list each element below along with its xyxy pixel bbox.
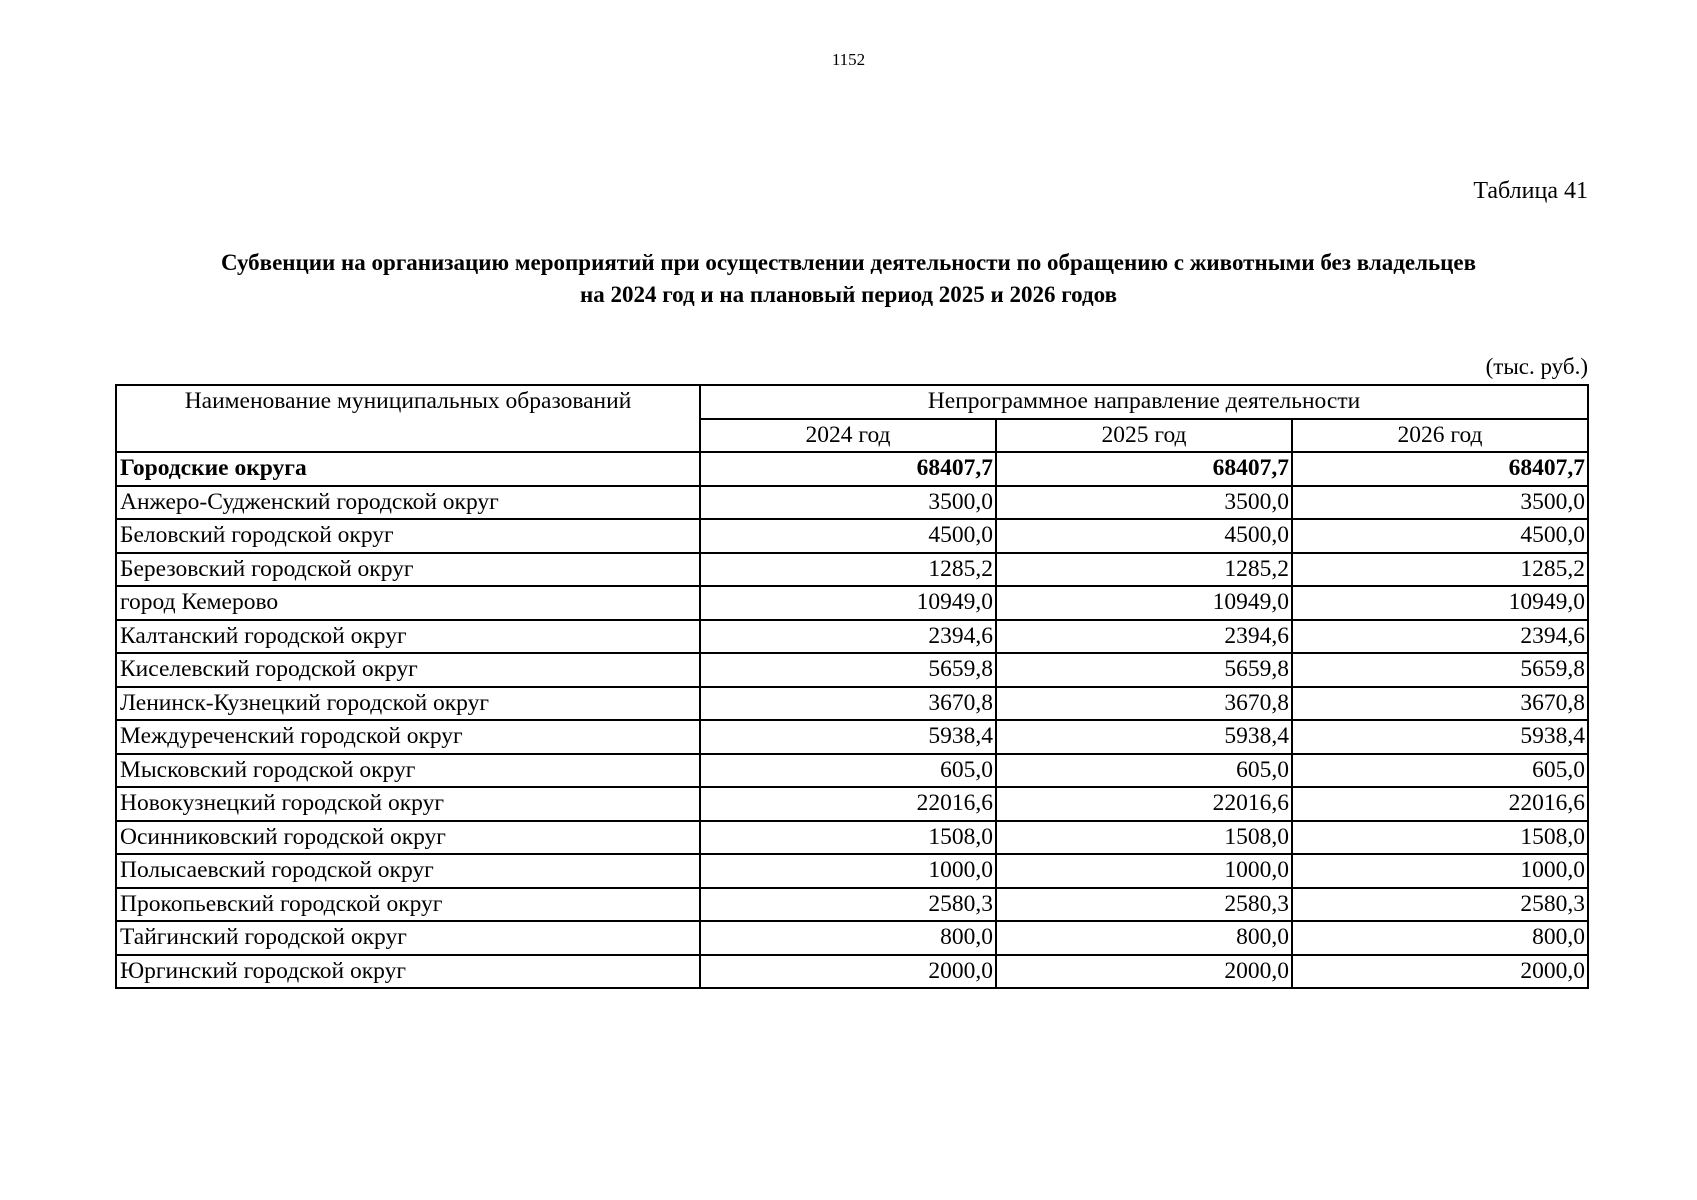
subventions-table (115, 384, 1589, 989)
municipality-name-cell: Юргинский городской округ (116, 955, 700, 989)
table-row (116, 620, 1588, 654)
value-2024-cell: 2000,0 (700, 955, 996, 989)
table-label: Таблица 41 (1473, 178, 1588, 204)
municipality-name-cell: Тайгинский городской округ (116, 921, 700, 955)
value-2024-cell: 2580,3 (700, 888, 996, 922)
value-2025-cell: 3500,0 (996, 486, 1292, 520)
table-row (116, 921, 1588, 955)
value-2024-cell: 1508,0 (700, 821, 996, 855)
value-2024-cell: 800,0 (700, 921, 996, 955)
value-2026-cell: 10949,0 (1292, 586, 1588, 620)
value-2024-cell: 2394,6 (700, 620, 996, 654)
value-2025-cell: 4500,0 (996, 519, 1292, 553)
table-row (116, 687, 1588, 721)
header-year-2024: 2024 год (700, 419, 996, 453)
value-2024-cell: 68407,7 (700, 452, 996, 486)
value-2024-cell: 5938,4 (700, 720, 996, 754)
municipality-name-cell: Березовский городской округ (116, 553, 700, 587)
value-2025-cell: 1285,2 (996, 553, 1292, 587)
value-2026-cell: 3670,8 (1292, 687, 1588, 721)
municipality-name-cell: город Кемерово (116, 586, 700, 620)
value-2026-cell: 1000,0 (1292, 854, 1588, 888)
value-2026-cell: 2580,3 (1292, 888, 1588, 922)
header-non-program-direction: Непрограммное направление деятельности (700, 385, 1588, 419)
municipality-name-cell: Городские округа (116, 452, 700, 486)
units-label: (тыс. руб.) (1485, 354, 1588, 379)
value-2025-cell: 800,0 (996, 921, 1292, 955)
value-2025-cell: 2000,0 (996, 955, 1292, 989)
value-2025-cell: 3670,8 (996, 687, 1292, 721)
value-2024-cell: 22016,6 (700, 787, 996, 821)
value-2026-cell: 5659,8 (1292, 653, 1588, 687)
value-2025-cell: 22016,6 (996, 787, 1292, 821)
value-2026-cell: 1285,2 (1292, 553, 1588, 587)
document-title-line-1: Субвенции на организацию мероприятий при осуществлении деятельности по обращению с животными без владельцев (220, 250, 1477, 275)
value-2025-cell: 68407,7 (996, 452, 1292, 486)
value-2026-cell: 800,0 (1292, 921, 1588, 955)
table-row (116, 854, 1588, 888)
value-2026-cell: 22016,6 (1292, 787, 1588, 821)
value-2026-cell: 605,0 (1292, 754, 1588, 788)
table-row (116, 720, 1588, 754)
municipality-name-cell: Междуреченский городской округ (116, 720, 700, 754)
value-2024-cell: 605,0 (700, 754, 996, 788)
municipality-name-cell: Киселевский городской округ (116, 653, 700, 687)
header-year-2026: 2026 год (1292, 419, 1588, 453)
table-row (116, 888, 1588, 922)
value-2026-cell: 4500,0 (1292, 519, 1588, 553)
municipality-name-cell: Анжеро-Судженский городской округ (116, 486, 700, 520)
value-2024-cell: 5659,8 (700, 653, 996, 687)
table-row (116, 519, 1588, 553)
municipality-name-cell: Ленинск-Кузнецкий городской округ (116, 687, 700, 721)
value-2025-cell: 1000,0 (996, 854, 1292, 888)
table-row (116, 754, 1588, 788)
value-2025-cell: 10949,0 (996, 586, 1292, 620)
value-2024-cell: 3670,8 (700, 687, 996, 721)
table-body (116, 452, 1588, 988)
page-number: 1152 (831, 50, 866, 69)
value-2024-cell: 1000,0 (700, 854, 996, 888)
value-2024-cell: 4500,0 (700, 519, 996, 553)
municipality-name-cell: Беловский городской округ (116, 519, 700, 553)
value-2026-cell: 2394,6 (1292, 620, 1588, 654)
document-title-line-2: на 2024 год и на плановый период 2025 и 2026 годов (580, 282, 1117, 307)
value-2024-cell: 1285,2 (700, 553, 996, 587)
value-2024-cell: 10949,0 (700, 586, 996, 620)
municipality-name-cell: Полысаевский городской округ (116, 854, 700, 888)
value-2026-cell: 5938,4 (1292, 720, 1588, 754)
table-row (116, 955, 1588, 989)
value-2025-cell: 2394,6 (996, 620, 1292, 654)
municipality-name-cell: Калтанский городской округ (116, 620, 700, 654)
value-2025-cell: 2580,3 (996, 888, 1292, 922)
document-title (100, 247, 1597, 311)
value-2025-cell: 1508,0 (996, 821, 1292, 855)
value-2026-cell: 1508,0 (1292, 821, 1588, 855)
value-2025-cell: 605,0 (996, 754, 1292, 788)
municipality-name-cell: Прокопьевский городской округ (116, 888, 700, 922)
municipality-name-cell: Мысковский городской округ (116, 754, 700, 788)
table-row (116, 486, 1588, 520)
value-2025-cell: 5938,4 (996, 720, 1292, 754)
table-row (116, 553, 1588, 587)
municipality-name-cell: Осинниковский городской округ (116, 821, 700, 855)
value-2025-cell: 5659,8 (996, 653, 1292, 687)
value-2026-cell: 68407,7 (1292, 452, 1588, 486)
value-2026-cell: 2000,0 (1292, 955, 1588, 989)
value-2026-cell: 3500,0 (1292, 486, 1588, 520)
table-total-row (116, 452, 1588, 486)
table-row (116, 821, 1588, 855)
header-year-2025: 2025 год (996, 419, 1292, 453)
table-row (116, 653, 1588, 687)
municipality-name-cell: Новокузнецкий городской округ (116, 787, 700, 821)
header-municipality-name: Наименование муниципальных образований (116, 385, 700, 452)
value-2024-cell: 3500,0 (700, 486, 996, 520)
table-row (116, 586, 1588, 620)
table-row (116, 787, 1588, 821)
